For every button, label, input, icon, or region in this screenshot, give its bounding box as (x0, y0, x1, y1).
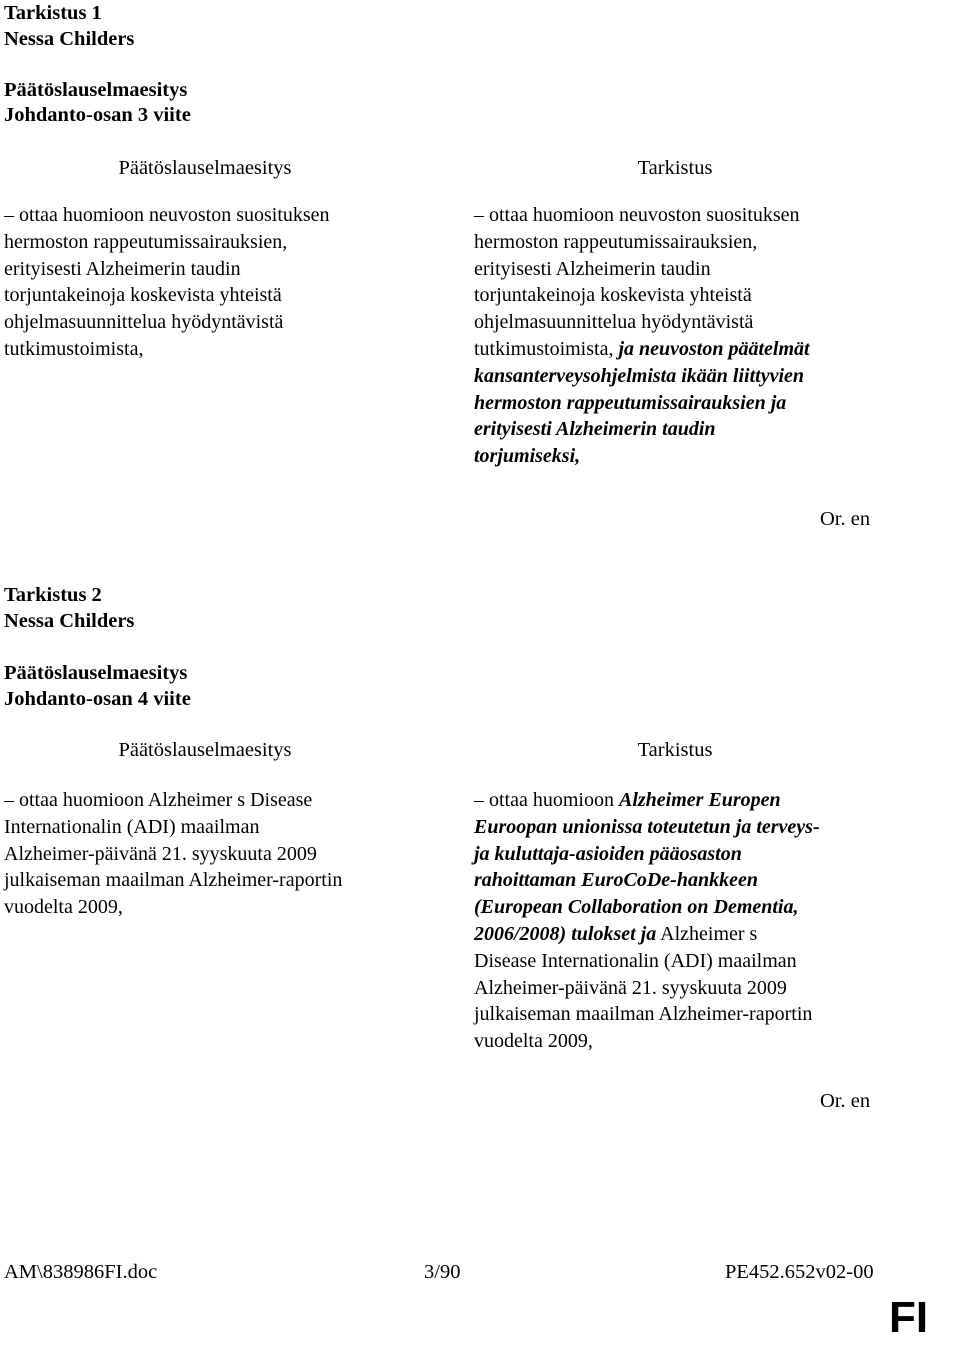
amendment-1-left-heading: Päätöslauselmaesitys (118, 157, 292, 179)
text-line: julkaiseman maailman Alzheimer-raportin (474, 1003, 813, 1026)
amendment-2-left-heading: Päätöslauselmaesitys (118, 739, 292, 761)
inserted-text: Euroopan unionissa toteutetun ja terveys- (474, 815, 820, 838)
text-line (474, 363, 810, 390)
footer-doc-ref: AM\838986FI.doc (4, 1261, 158, 1283)
amendment-2-author: Nessa Childers (4, 610, 135, 632)
text-line: – ottaa huomioon Alzheimer Europen (474, 789, 781, 811)
amendment-2-right-text (474, 787, 820, 1055)
text-line: 2006/2008) tulokset ja Alzheimer s (474, 922, 758, 945)
footer-page-number: 3/90 (424, 1261, 461, 1283)
text-line: erityisesti Alzheimerin taudin (474, 257, 711, 280)
amendment-1-right-heading: Tarkistus (637, 157, 713, 179)
inserted-text: erityisesti Alzheimerin taudin (474, 418, 716, 441)
amendment-2-right-heading: Tarkistus (637, 739, 713, 761)
amendment-2-original-language: Or. en (820, 1090, 871, 1112)
footer-pe-ref: PE452.652v02-00 (725, 1261, 874, 1283)
inserted-text: hermoston rappeutumissairauksien ja (474, 391, 787, 414)
amendment-2-left-text (4, 787, 342, 921)
inserted-text: Alzheimer Europen (618, 789, 781, 811)
text-line: Alzheimer-päivänä 21. syyskuuta 2009 (474, 976, 787, 999)
text-line: hermoston rappeutumissairauksien, (474, 230, 758, 253)
amendment-1-left-text (4, 202, 330, 363)
text-line (474, 841, 820, 868)
text-line: Disease Internationalin (ADI) maailman (474, 949, 797, 972)
text-line: Internationalin (ADI) maailman (4, 815, 260, 838)
inserted-text: ja kuluttaja-asioiden pääosaston (474, 842, 742, 865)
amendment-1-location: Johdanto-osan 3 viite (4, 104, 191, 126)
text-line: – ottaa huomioon Alzheimer s Disease (4, 789, 313, 811)
text-line: erityisesti Alzheimerin taudin (4, 257, 241, 280)
text-line: torjuntakeinoja koskevista yhteistä (4, 284, 282, 307)
amendment-1-author: Nessa Childers (4, 28, 135, 50)
text-line (474, 390, 810, 417)
amendment-2-doc-type: Päätöslauselmaesitys (4, 662, 188, 684)
inserted-text: ja neuvoston päätelmät (618, 337, 810, 360)
text-line: julkaiseman maailman Alzheimer-raportin (4, 869, 343, 892)
amendment-1-doc-type: Päätöslauselmaesitys (4, 79, 188, 101)
inserted-text: 2006/2008) tulokset ja (474, 922, 657, 945)
inserted-text: rahoittaman EuroCoDe-hankkeen (474, 869, 758, 892)
inserted-text: (European Collaboration on Dementia, (474, 896, 799, 919)
text-line (474, 416, 810, 443)
text-line: – ottaa huomioon neuvoston suosituksen (4, 204, 330, 226)
amendment-1-original-language: Or. en (820, 508, 871, 530)
inserted-text: torjumiseksi, (474, 445, 581, 468)
text-line: – ottaa huomioon neuvoston suosituksen (474, 204, 800, 226)
text-line (474, 894, 820, 921)
amendment-1-title: Tarkistus 1 (4, 2, 102, 24)
text-line: vuodelta 2009, (4, 896, 123, 919)
footer-language-code: FI (889, 1293, 929, 1342)
text-line: tutkimustoimista, (4, 337, 144, 360)
text-line (474, 867, 820, 894)
amendment-2-title: Tarkistus 2 (4, 584, 102, 606)
text-line: ohjelmasuunnittelua hyödyntävistä (474, 311, 754, 334)
text-line: vuodelta 2009, (474, 1030, 593, 1053)
text-line: ohjelmasuunnittelua hyödyntävistä (4, 311, 284, 334)
amendment-1-right-text (474, 202, 810, 470)
inserted-text: kansanterveysohjelmista ikään liittyvien (474, 364, 804, 387)
text-line (474, 814, 820, 841)
text-line: torjuntakeinoja koskevista yhteistä (474, 284, 752, 307)
text-line: Alzheimer-päivänä 21. syyskuuta 2009 (4, 842, 317, 865)
text-line: hermoston rappeutumissairauksien, (4, 230, 288, 253)
text-line: tutkimustoimista, ja neuvoston päätelmät (474, 337, 810, 360)
amendment-2-location: Johdanto-osan 4 viite (4, 688, 191, 710)
text-line (474, 443, 810, 470)
